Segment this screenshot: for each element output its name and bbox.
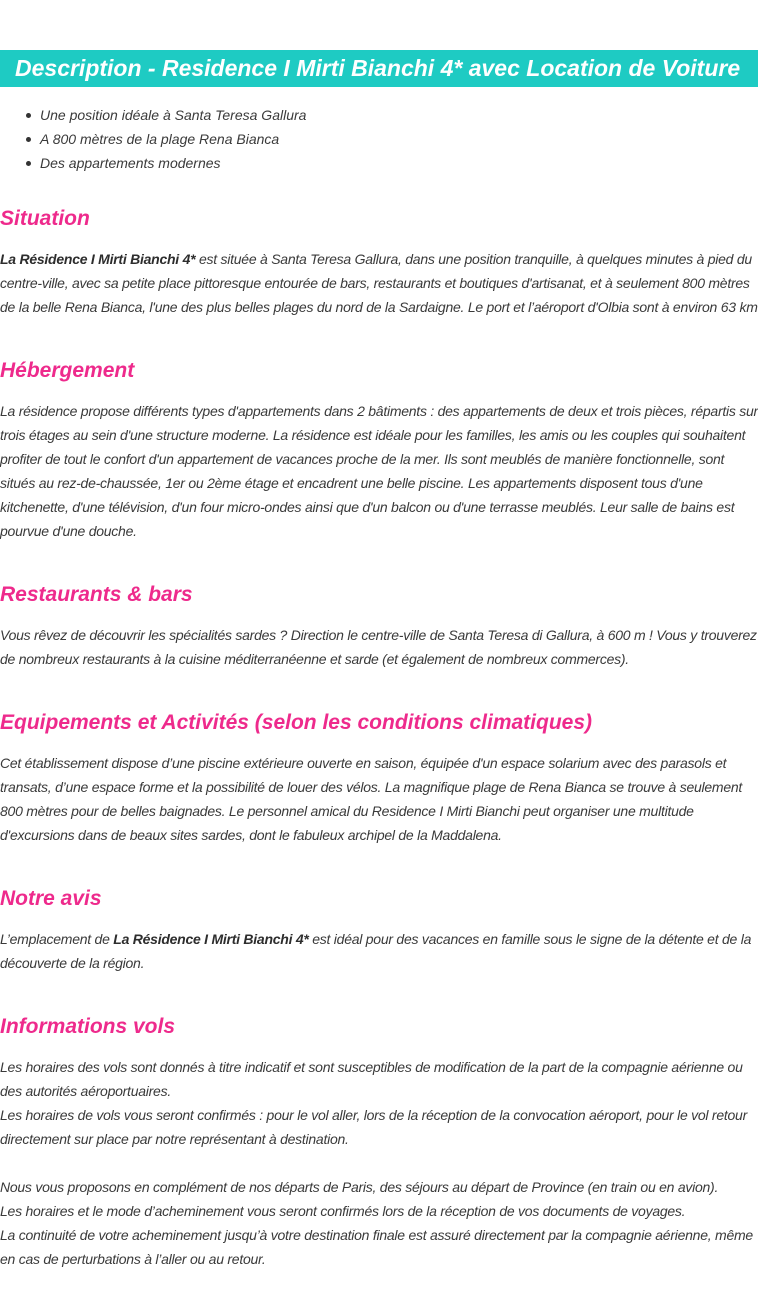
situation-text: La Résidence I Mirti Bianchi 4* est située à Santa Teresa Gallura, dans une position tranquille, à quelques minutes à pied du centre-ville, avec sa petite place pittoresque entourée de bars, restaurants et boutiques d'artisanat, et à seulement 800 mètres de la belle Rena Bianca, l'une des plus belles plages du nord de la Sardaigne. Le port et l’aéroport d'Olbia sont à environ 63 km	[0, 251, 758, 315]
section-restaurants	[0, 575, 758, 671]
description-content	[0, 199, 758, 1303]
section-title-hebergement: Hébergement	[0, 359, 135, 382]
hebergement-text: La résidence propose différents types d'appartements dans 2 bâtiments : des appartements de deux et trois pièces, répartis sur trois étages au sein d'une structure moderne. La résidence est idéale pour les familles, les amis ou les couples qui souhaitent profiter de tout le confort d'un appartement de vacances proche de la mer. Ils sont meublés de manière fonctionnelle, sont situés au rez-de-chaussée, 1er ou 2ème étage et encadrent une belle piscine. Les appartements disposent tous d'une kitchenette, d'une télévision, d'un four micro-ondes ainsi que d'un balcon ou d'une terrasse meublés. Leur salle de bains est pourvue d'une douche.	[0, 403, 758, 539]
description-banner	[0, 50, 758, 87]
section-situation	[0, 199, 758, 319]
residence-name: La Résidence I Mirti Bianchi 4*	[113, 931, 309, 947]
section-title-vols: Informations vols	[0, 1015, 176, 1038]
section-title-avis: Notre avis	[0, 887, 102, 910]
vols-text: Les horaires des vols sont donnés à titre indicatif et sont susceptibles de modification de la part de la compagnie aérienne ou des autorités aéroportuaires. Les horaires de vols vous seront confirmés : pour le vol aller, lors de la réception de la convocation aéroport, pour le vol retour directement sur place par notre représentant à destination. Nous vous proposons en complément de nos départs de Paris, des séjours au départ de Province (en train ou en avion). Les horaires et le mode d’acheminement vous seront confirmés lors de la réception de vos documents de voyages. La continuité de votre acheminement jusqu’à votre destination finale est assuré directement par la compagnie aérienne, même en cas de perturbations à l’aller ou au retour.	[0, 1059, 753, 1267]
banner-title: Description - Residence I Mirti Bianchi 4* avec Location de Voiture	[15, 55, 741, 81]
section-vols	[0, 1007, 758, 1271]
highlight-item: Une position idéale à Santa Teresa Gallura	[24, 103, 306, 127]
highlight-item: A 800 mètres de la plage Rena Bianca	[24, 127, 306, 151]
avis-text: L’emplacement de La Résidence I Mirti Bianchi 4* est idéal pour des vacances en famille sous le signe de la détente et de la découverte de la région.	[0, 931, 752, 971]
section-title-situation: Situation	[0, 207, 90, 230]
section-equipements	[0, 703, 758, 847]
highlights-list	[24, 103, 306, 175]
equipements-text: Cet établissement dispose d’une piscine extérieure ouverte en saison, équipée d'un espace solarium avec des parasols et transats, d’une espace forme et la possibilité de louer des vélos. La magnifique plage de Rena Bianca se trouve à seulement 800 mètres pour de belles baignades. Le personnel amical du Residence I Mirti Bianchi peut organiser une multitude d'excursions dans de beaux sites sardes, dont le fabuleux archipel de la Maddalena.	[0, 755, 743, 843]
section-title-equipements: Equipements et Activités (selon les conditions climatiques)	[0, 711, 593, 734]
highlight-item: Des appartements modernes	[24, 151, 306, 175]
section-avis	[0, 879, 758, 975]
residence-name: La Résidence I Mirti Bianchi 4*	[0, 251, 196, 267]
section-title-restaurants: Restaurants & bars	[0, 583, 193, 606]
restaurants-text: Vous rêvez de découvrir les spécialités sardes ? Direction le centre-ville de Santa Teresa di Gallura, à 600 m ! Vous y trouverez de nombreux restaurants à la cuisine méditerranéenne et sarde (et également de nombreux commerces).	[0, 627, 757, 667]
section-hebergement	[0, 351, 758, 543]
